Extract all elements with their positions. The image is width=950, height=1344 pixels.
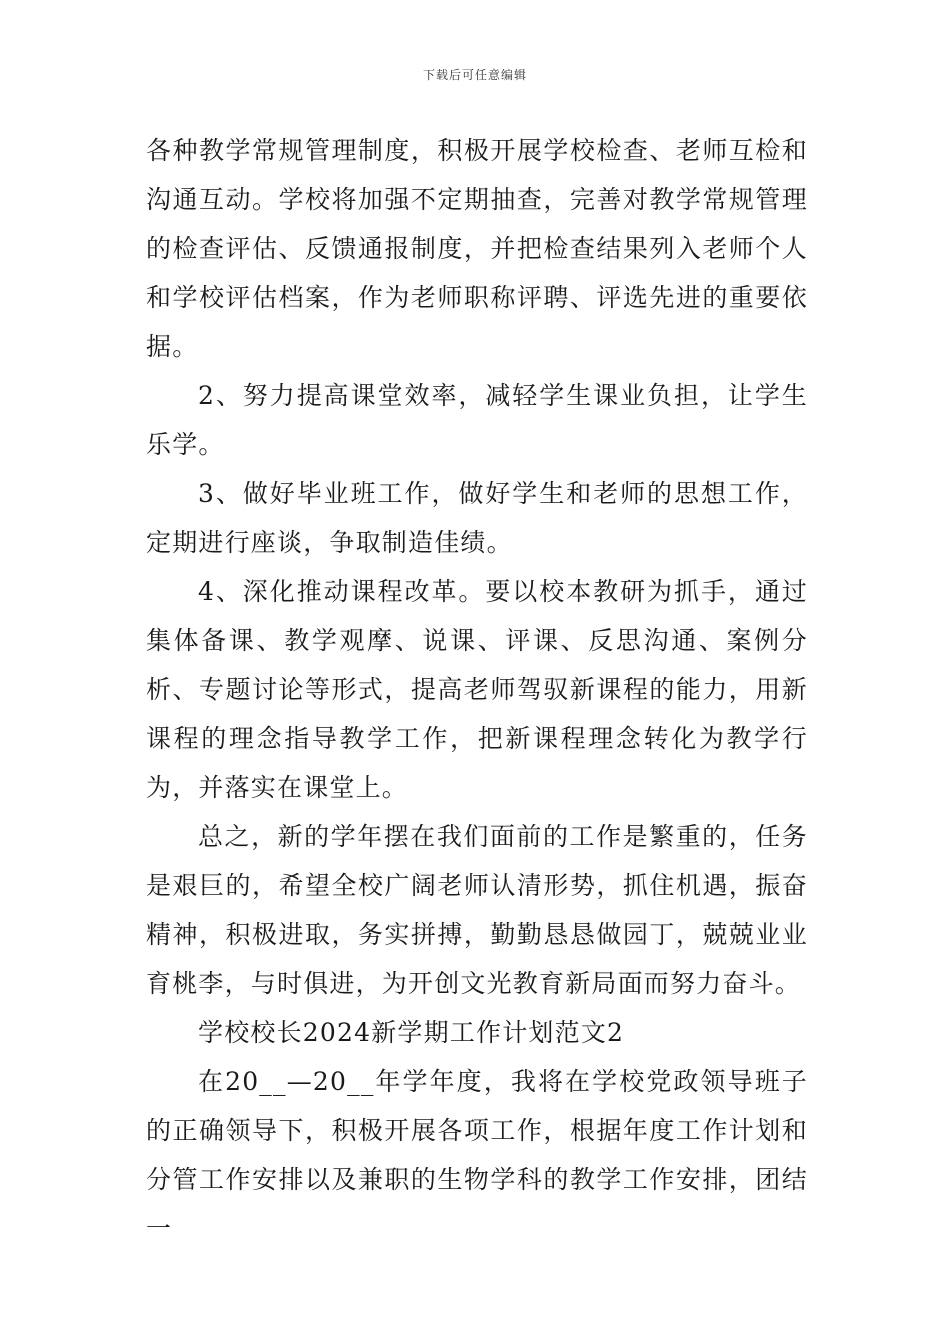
paragraph-item-2: 2、努力提高课堂效率，减轻学生课业负担，让学生乐学。	[146, 381, 808, 459]
paragraph-continued: 各种教学常规管理制度，积极开展学校检查、老师互检和沟通互动。学校将加强不定期抽查，完善对教学常规管理的检查评估、反馈通报制度，并把检查结果列入老师个人和学校评估档案，作为老师职称评聘、评选先进的重要依据。	[146, 136, 808, 361]
paragraph-conclusion: 总之，新的学年摆在我们面前的工作是繁重的，任务是艰巨的，希望全校广阔老师认清形势，抓住机遇，振奋精神，积极进取，务实拼搏，勤勤恳恳做园丁，兢兢业业育桃李，与时俱进，为开创文光教育新局面而努力奋斗。	[146, 822, 808, 998]
page-header: 下载后可任意编辑	[422, 68, 527, 82]
document-body	[146, 126, 808, 1253]
paragraph-intro: 在20__—20__年学年度，我将在学校党政领导班子的正确领导下，积极开展各项工作，根据年度工作计划和分管工作安排以及兼职的生物学科的教学工作安排，团结一	[146, 1067, 808, 1243]
section-title: 学校校长2024新学期工作计划范文2	[198, 1018, 625, 1047]
paragraph-item-3: 3、做好毕业班工作，做好学生和老师的思想工作，定期进行座谈，争取制造佳绩。	[146, 479, 808, 557]
paragraph-item-4: 4、深化推动课程改革。要以校本教研为抓手，通过集体备课、教学观摩、说课、评课、反思沟通、案例分析、专题讨论等形式，提高老师驾驭新课程的能力，用新课程的理念指导教学工作，把新课程理念转化为教学行为，并落实在课堂上。	[146, 577, 808, 802]
